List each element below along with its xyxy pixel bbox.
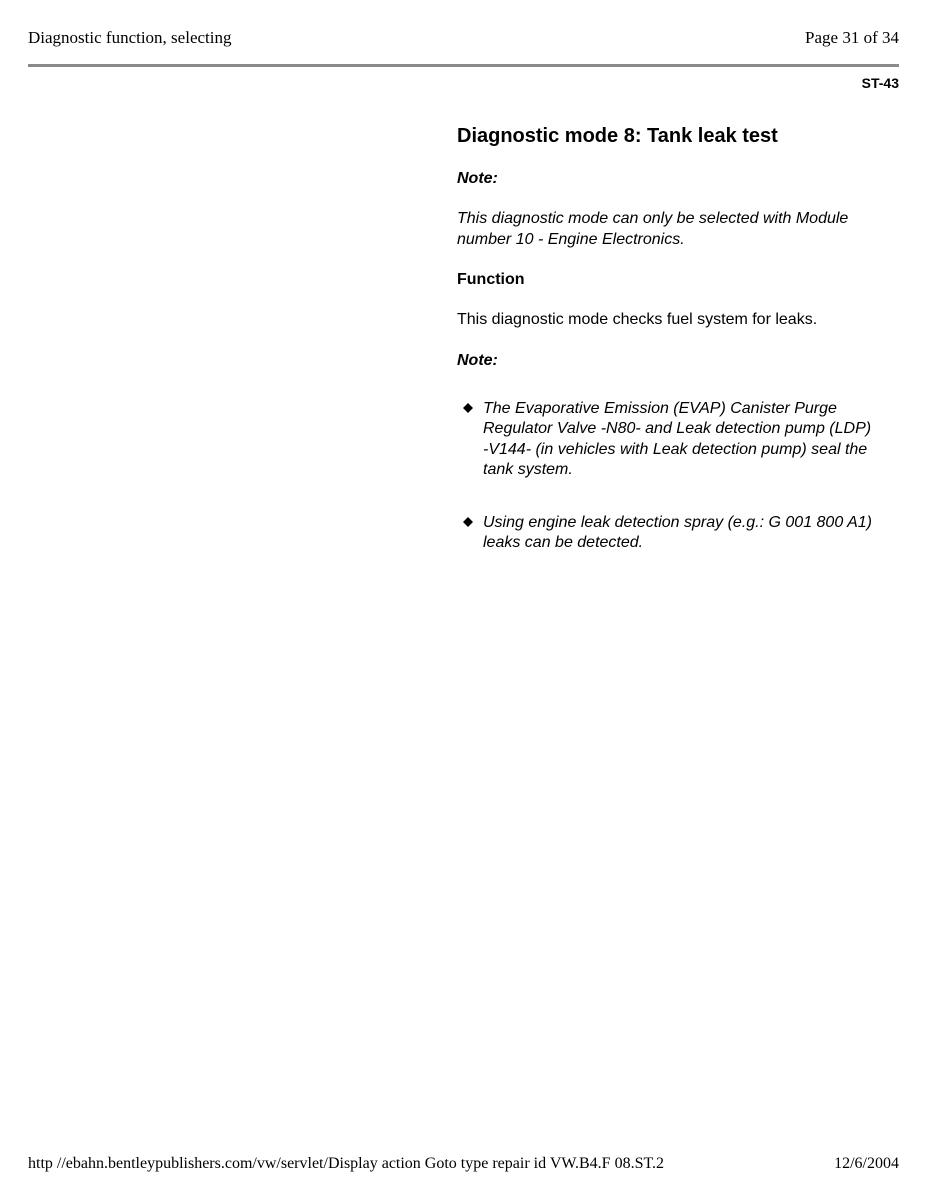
- print-date: 12/6/2004: [834, 1155, 899, 1172]
- list-item: [457, 513, 877, 554]
- page-number: Page 31 of 34: [805, 28, 899, 47]
- note-bullet-list: [457, 399, 877, 554]
- document-title: Diagnostic function, selecting: [28, 28, 232, 47]
- section-heading: Diagnostic mode 8: Tank leak test: [457, 125, 778, 147]
- header-divider: [28, 64, 899, 67]
- main-content: [457, 123, 877, 586]
- diamond-bullet-icon: [463, 403, 473, 413]
- function-text: This diagnostic mode checks fuel system for leaks.: [457, 311, 818, 328]
- section-code: ST-43: [861, 75, 899, 91]
- note-label-2: Note:: [457, 351, 498, 369]
- note-text: This diagnostic mode can only be selected with Module number 10 - Engine Electronics.: [457, 210, 849, 248]
- note-label: Note:: [457, 170, 498, 187]
- list-item: [457, 399, 877, 481]
- bullet-text: The Evaporative Emission (EVAP) Canister Purge Regulator Valve -N80- and Leak detection pump (LDP) -V144- (in vehicles with Leak detection pump) seal the tank system.: [483, 399, 872, 478]
- page-footer: [28, 1155, 899, 1173]
- source-url: http //ebahn.bentleypublishers.com/vw/servlet/Display action Goto type repair id VW.B4.F 08.ST.2: [28, 1155, 665, 1172]
- diamond-bullet-icon: [463, 517, 473, 527]
- function-label: Function: [457, 271, 525, 288]
- bullet-text: Using engine leak detection spray (e.g.: G 001 800 A1) leaks can be detected.: [483, 513, 872, 551]
